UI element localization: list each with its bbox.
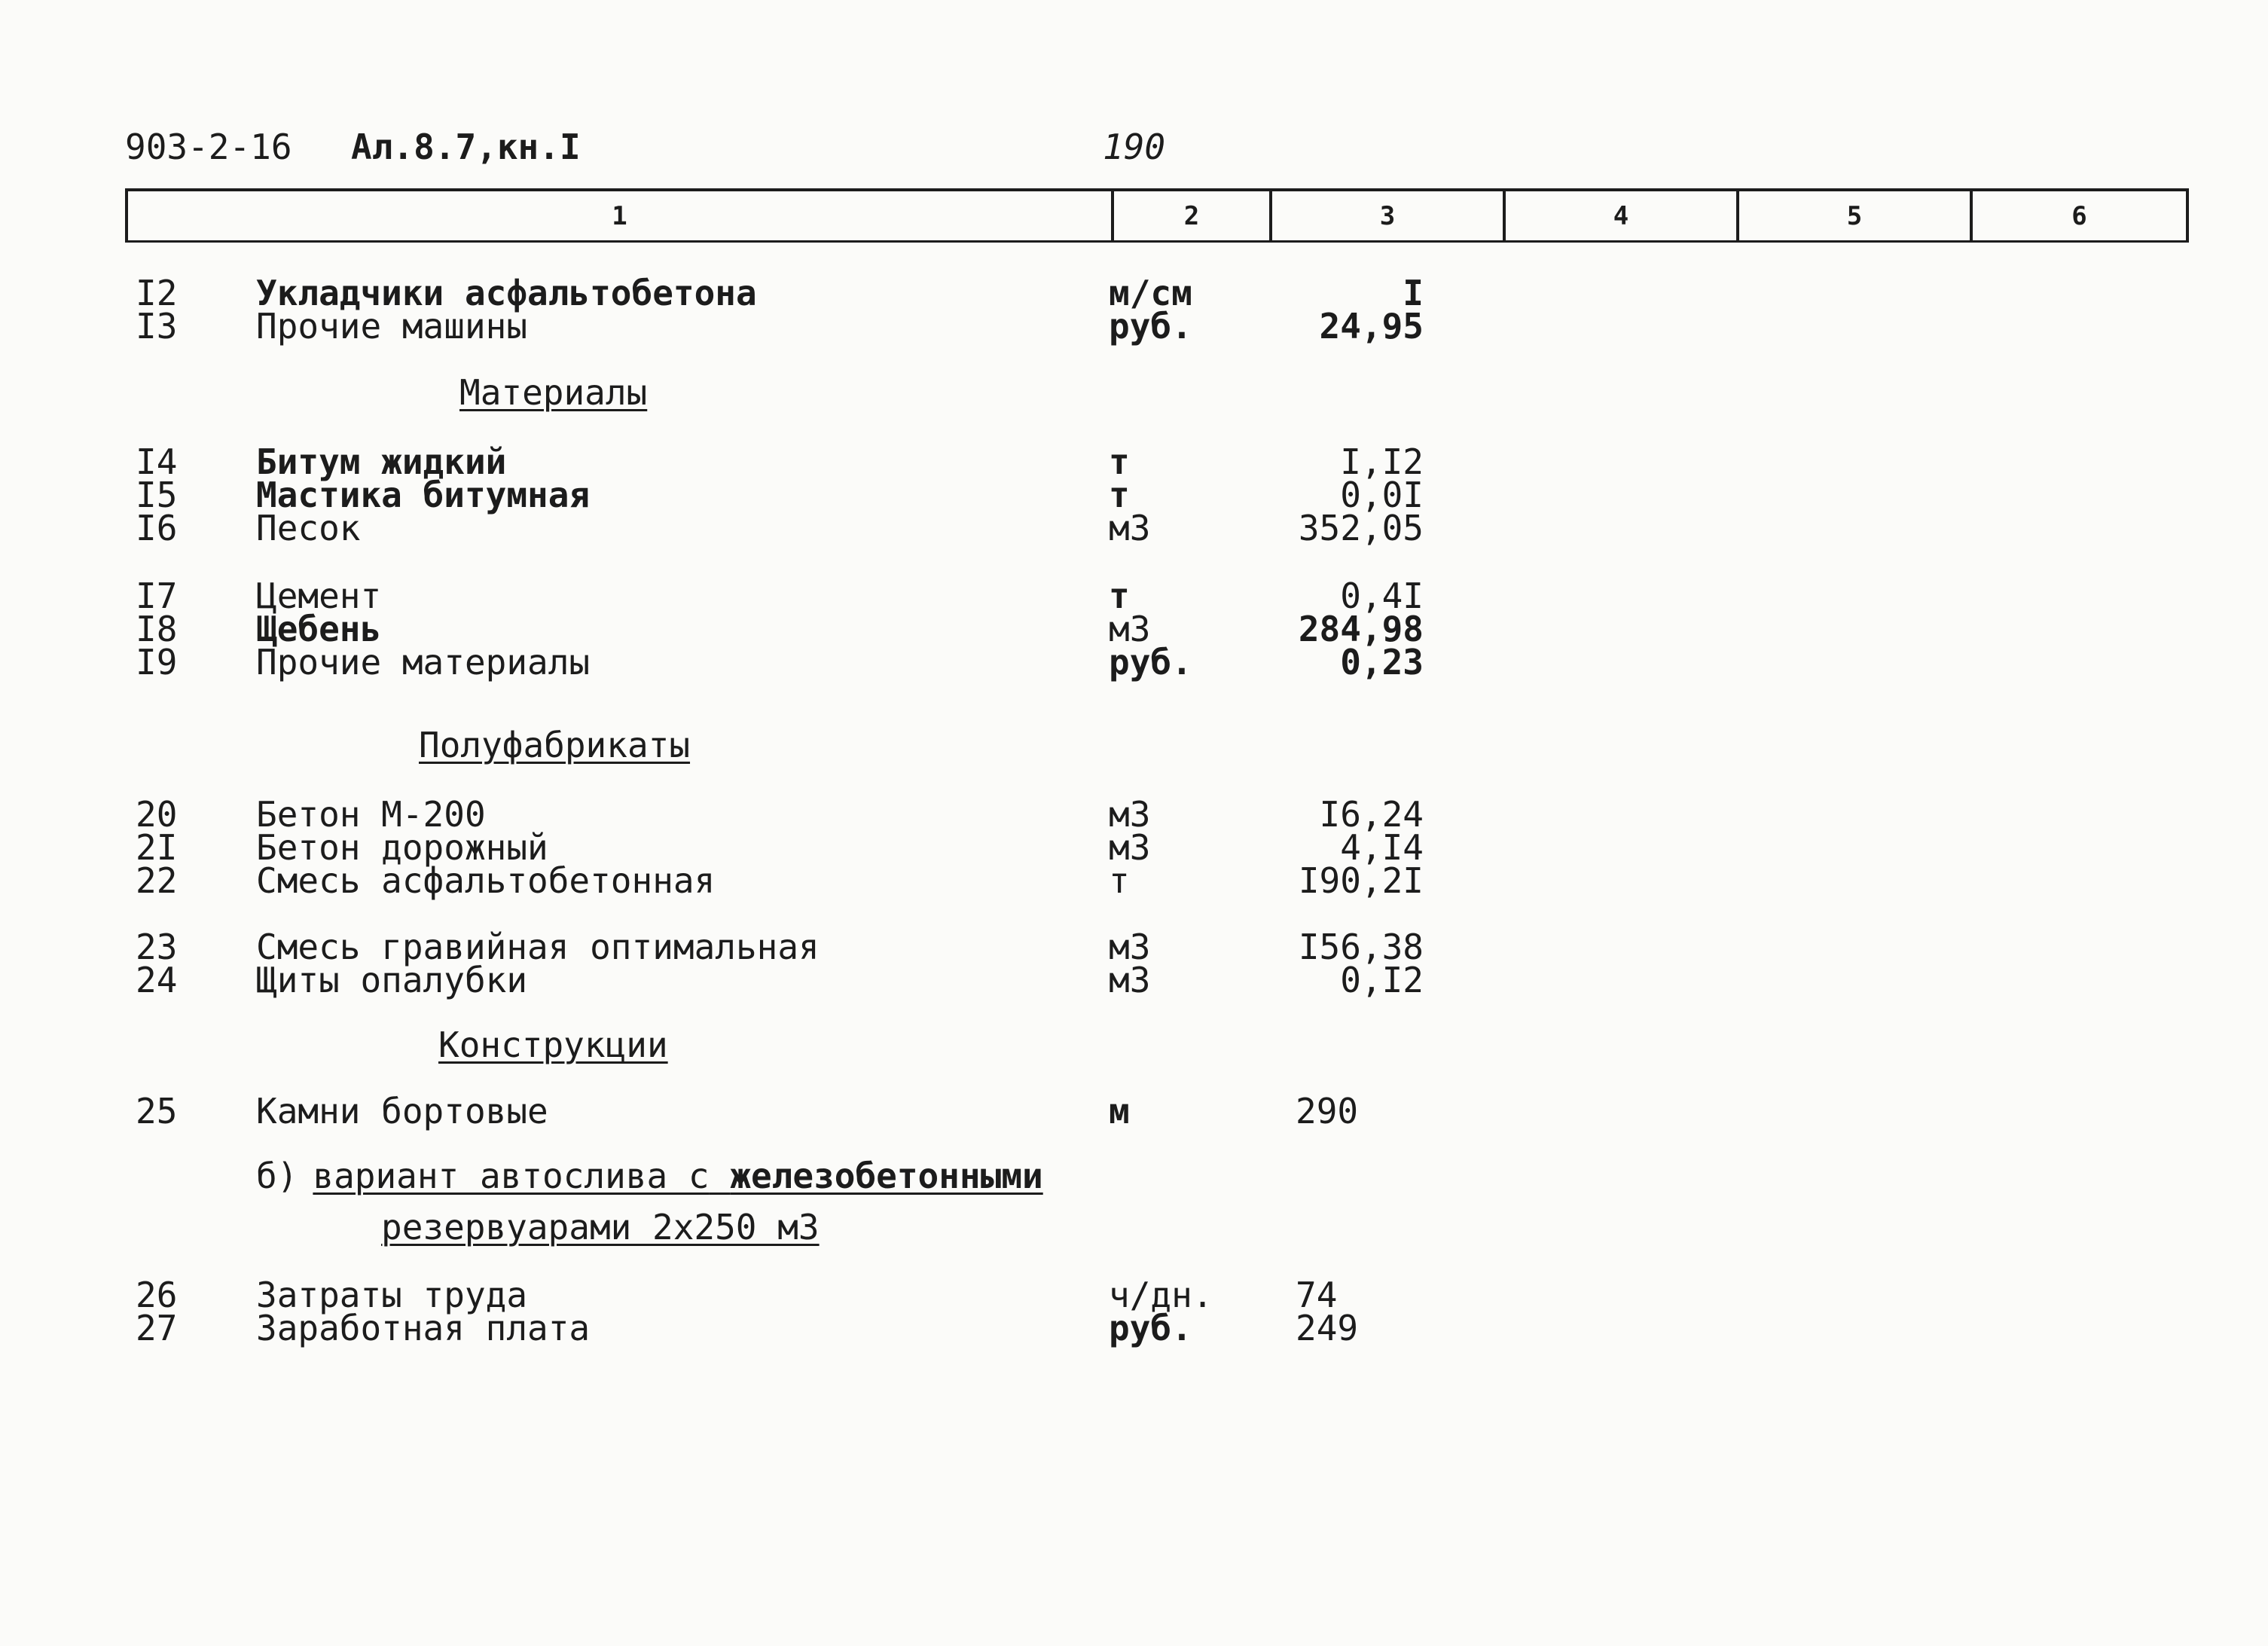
- row-number: 27: [136, 1308, 178, 1348]
- subsection-title-line2-text: резервуарами 2х250 м3: [381, 1207, 820, 1247]
- row-value: 249: [1296, 1308, 1359, 1348]
- subsection-title: [256, 1156, 1043, 1196]
- row-unit: м3: [1109, 794, 1151, 835]
- row-name: Мастика битумная: [256, 475, 591, 515]
- row-number: 26: [136, 1275, 178, 1315]
- row-unit: м3: [1109, 927, 1151, 967]
- subsection-prefix: б): [256, 1156, 298, 1196]
- row-value: 0,23: [1340, 642, 1424, 683]
- row-name: Битум жидкий: [256, 441, 507, 482]
- row-value: 0,4I: [1340, 576, 1424, 616]
- row-unit: т: [1109, 441, 1130, 482]
- row-number: 23: [136, 927, 178, 967]
- row-value: I56,38: [1298, 927, 1424, 967]
- row-name: Камни бортовые: [256, 1091, 548, 1131]
- row-value: 290: [1296, 1091, 1359, 1131]
- row-value: I6,24: [1319, 794, 1424, 835]
- row-value: I90,2I: [1298, 860, 1424, 901]
- row-name: Прочие машины: [256, 306, 528, 347]
- row-number: I4: [136, 441, 178, 482]
- row-value: 352,05: [1298, 508, 1424, 548]
- row-name: Песок: [256, 508, 361, 548]
- section-heading-semifinished: Полуфабрикаты: [419, 725, 691, 765]
- row-unit: м3: [1109, 960, 1151, 1000]
- row-value: 284,98: [1298, 609, 1424, 649]
- row-number: 2I: [136, 827, 178, 868]
- row-name: Бетон М-200: [256, 794, 486, 835]
- row-number: 25: [136, 1091, 178, 1131]
- column-number-3: 3: [1269, 191, 1503, 240]
- row-unit: м3: [1109, 609, 1151, 649]
- subsection-title-normal: вариант автослива с: [313, 1156, 710, 1196]
- row-number: I5: [136, 475, 178, 515]
- row-name: Щиты опалубки: [256, 960, 528, 1000]
- row-unit: руб.: [1109, 642, 1192, 683]
- row-unit: т: [1109, 576, 1130, 616]
- row-name: Смесь гравийная оптимальная: [256, 927, 820, 967]
- row-value: 4,I4: [1340, 827, 1424, 868]
- row-number: 22: [136, 860, 178, 901]
- row-unit: руб.: [1109, 306, 1192, 347]
- row-unit: т: [1109, 475, 1130, 515]
- document-section: Ал.8.7,кн.I: [351, 127, 581, 167]
- section-heading-structures: Конструкции: [438, 1025, 668, 1065]
- row-number: I8: [136, 609, 178, 649]
- row-value: 24,95: [1319, 306, 1424, 347]
- row-unit: м/см: [1109, 273, 1192, 313]
- subsection-title-line2: [381, 1207, 820, 1247]
- row-unit: м3: [1109, 827, 1151, 868]
- row-number: I9: [136, 642, 178, 683]
- subsection-title-bold: железобетонными: [730, 1156, 1043, 1196]
- row-unit: руб.: [1109, 1308, 1192, 1348]
- row-name: Бетон дорожный: [256, 827, 548, 868]
- column-number-5: 5: [1736, 191, 1970, 240]
- page-number: 190: [1103, 127, 1166, 167]
- row-value: I,I2: [1340, 441, 1424, 482]
- row-value: I: [1403, 273, 1424, 313]
- row-name: Цемент: [256, 576, 382, 616]
- row-value: 0,0I: [1340, 475, 1424, 515]
- column-number-1: 1: [612, 200, 627, 231]
- row-number: I2: [136, 273, 178, 313]
- column-number-6: 6: [1970, 191, 2186, 240]
- row-number: I7: [136, 576, 178, 616]
- row-number: 24: [136, 960, 178, 1000]
- row-name: Заработная плата: [256, 1308, 591, 1348]
- row-number: 20: [136, 794, 178, 835]
- row-number: I3: [136, 306, 178, 347]
- row-name: Смесь асфальтобетонная: [256, 860, 716, 901]
- row-name: Прочие материалы: [256, 642, 591, 683]
- row-value: 0,I2: [1340, 960, 1424, 1000]
- row-unit: ч/дн.: [1109, 1275, 1213, 1315]
- row-unit: м3: [1109, 508, 1151, 548]
- row-value: 74: [1296, 1275, 1338, 1315]
- column-number-strip: [125, 188, 2189, 243]
- row-unit: м: [1109, 1091, 1130, 1131]
- column-number-2: 2: [1111, 191, 1269, 240]
- column-number-4: 4: [1503, 191, 1736, 240]
- row-name: Укладчики асфальтобетона: [256, 273, 757, 313]
- row-name: Затраты труда: [256, 1275, 528, 1315]
- row-unit: т: [1109, 860, 1130, 901]
- section-heading-materials: Материалы: [459, 372, 648, 413]
- document-code: 903-2-16: [125, 127, 292, 167]
- row-name: Щебень: [256, 609, 382, 649]
- row-number: I6: [136, 508, 178, 548]
